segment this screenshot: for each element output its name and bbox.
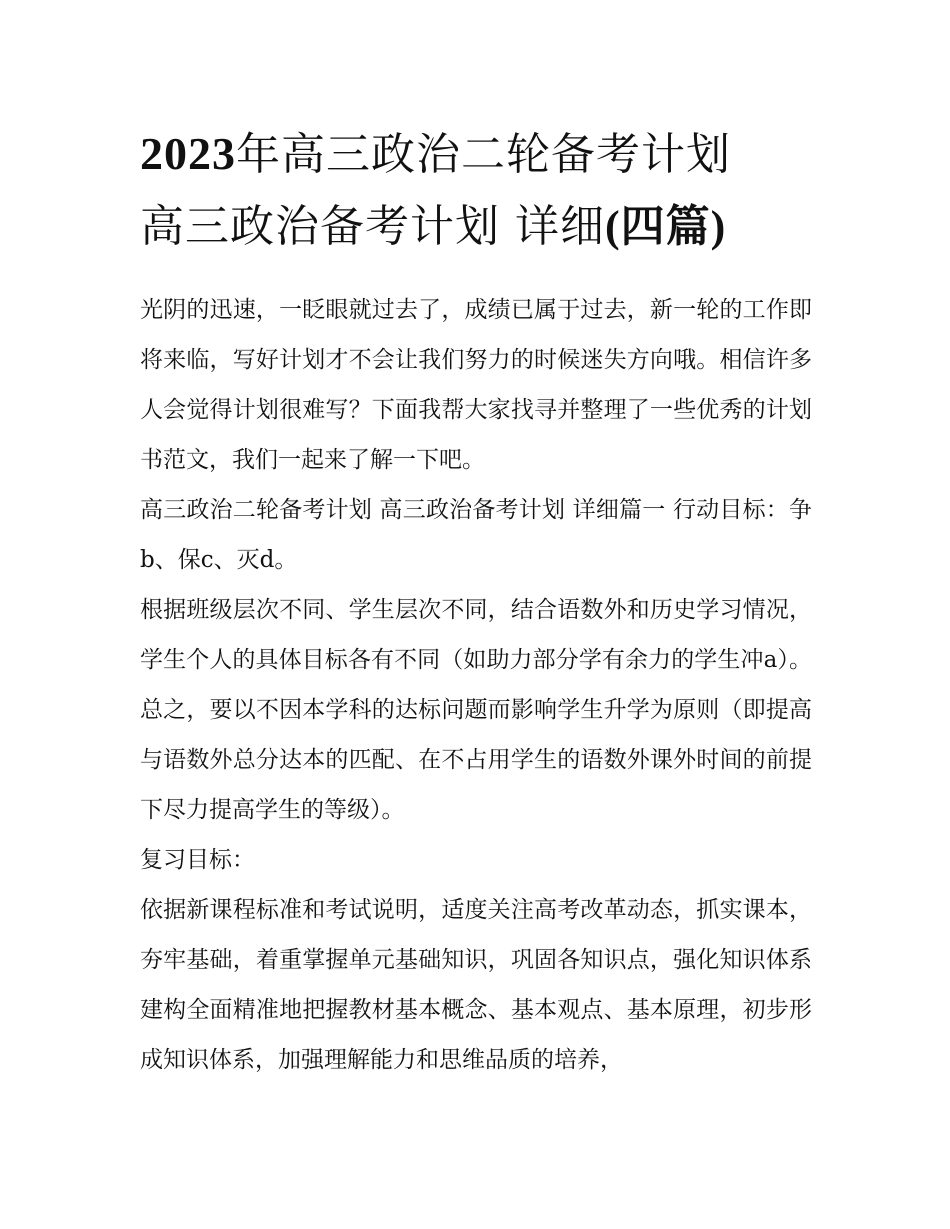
title-line1-text: 年高三政治二轮备考计划 [236, 129, 731, 180]
goals-paragraph: 根据班级层次不同、学生层次不同，结合语数外和历史学习情况，学生个人的具体目标各有不同（如助力部分学有余力的学生冲a）。总之，要以不因本学科的达标问题而影响学生升学为原则（即提高与语数外总分达本的匹配、在不占用学生的语数外课外时间的前提下尽力提高学生的等级）。 [140, 597, 812, 823]
review-goal-label: 复习目标： [140, 847, 255, 873]
title-year: 2023 [140, 128, 236, 179]
document-body [140, 285, 812, 1085]
document-title [140, 118, 812, 263]
intro-paragraph: 光阴的迅速，一眨眼就过去了，成绩已属于过去，新一轮的工作即将来临，写好计划才不会让我们努力的时候迷失方向哦。相信许多人会觉得计划很难写？下面我帮大家找寻并整理了一些优秀的计划书范文，我们一起来了解一下吧。 [140, 297, 812, 473]
review-goal-paragraph: 依据新课程标准和考试说明，适度关注高考改革动态，抓实课本，夯牢基础，着重掌握单元基础知识，巩固各知识点，强化知识体系建构全面精准地把握教材基本概念、基本观点、基本原理，初步形成知识体系，加强理解能力和思维品质的培养， [140, 897, 812, 1073]
section-heading-paragraph: 高三政治二轮备考计划 高三政治备考计划 详细篇一 行动目标：争b、保c、灭d。 [140, 497, 812, 573]
document-page [140, 118, 812, 1085]
title-line2-paren: (四篇) [605, 202, 727, 251]
title-line2-text: 高三政治备考计划 详细 [140, 201, 605, 252]
